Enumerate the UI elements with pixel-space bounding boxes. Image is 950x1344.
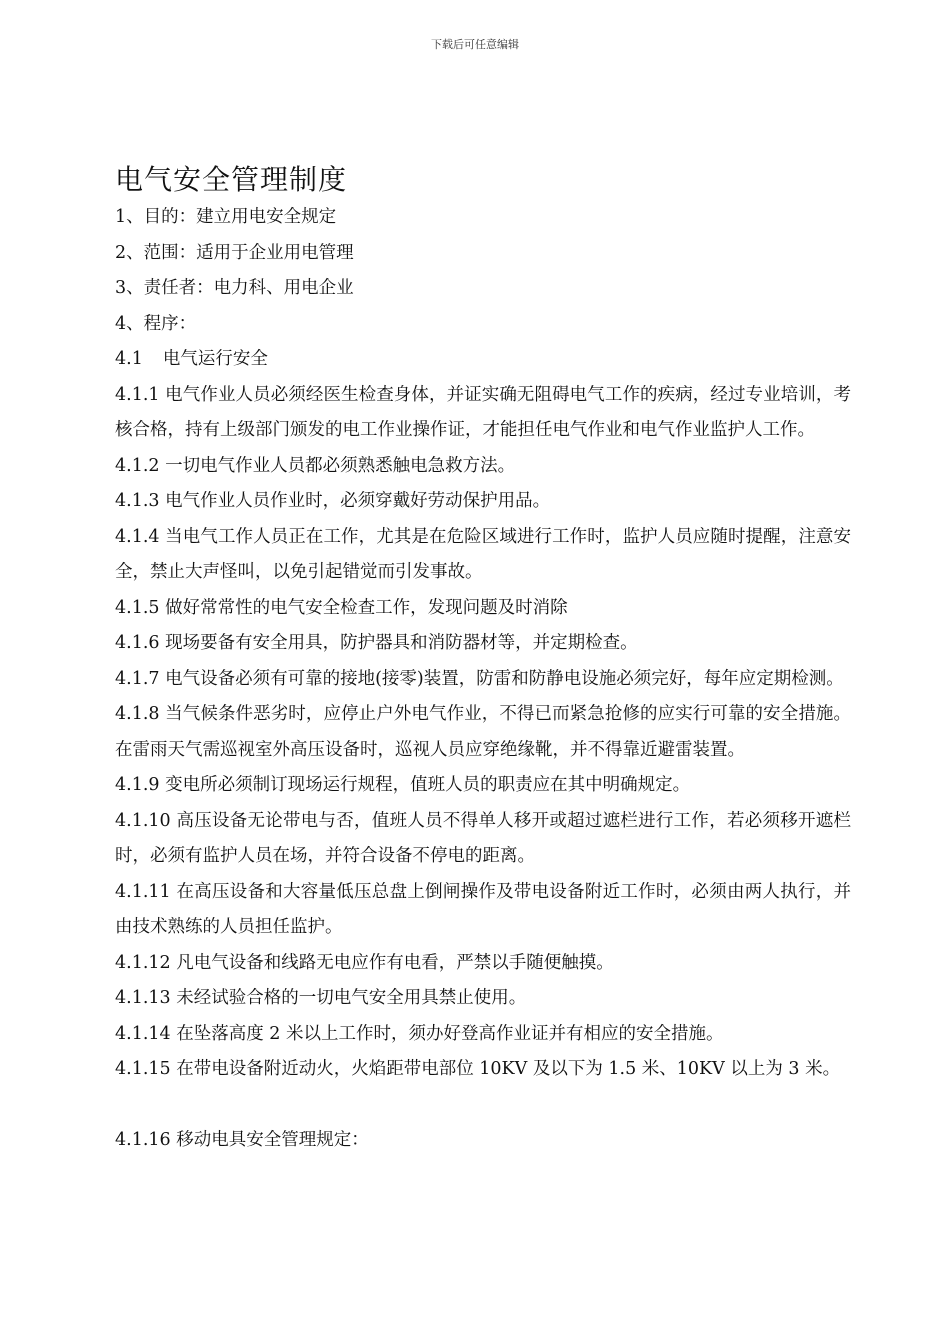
clause-4-1-8: 4.1.8 当气候条件恶劣时，应停止户外电气作业，不得已而紧急抢修的应实行可靠的安全措施。在雷雨天气需巡视室外高压设备时，巡视人员应穿绝缘靴，并不得靠近避雷装置。 — [115, 704, 851, 760]
paragraph-scope: 2、范围：适用于企业用电管理 — [115, 242, 354, 263]
paragraph-purpose: 1、目的：建立用电安全规定 — [115, 207, 337, 227]
clause-4-1-14: 4.1.14 在坠落高度 2 米以上工作时，须办好登高作业证并有相应的安全措施。 — [115, 1023, 724, 1044]
clause-4-1-7: 4.1.7 电气设备必须有可靠的接地(接零)装置，防雷和防静电设施必须完好，每年应定期检测。 — [115, 668, 844, 689]
clause-4-1-6: 4.1.6 现场要备有安全用具，防护器具和消防器材等，并定期检查。 — [115, 633, 638, 653]
document-body — [115, 200, 851, 1158]
clause-4-1-12: 4.1.12 凡电气设备和线路无电应作有电看，严禁以手随便触摸。 — [115, 952, 614, 973]
section-number: 4.1 — [115, 349, 143, 369]
section-heading-4-1 — [115, 342, 851, 378]
clause-4-1-11: 4.1.11 在高压设备和大容量低压总盘上倒闸操作及带电设备附近工作时，必须由两人执行，并由技术熟练的人员担任监护。 — [115, 881, 851, 937]
paragraph-procedure: 4、程序： — [115, 313, 197, 334]
paragraph-spacer — [115, 1088, 851, 1123]
clause-4-1-5: 4.1.5 做好常常性的电气安全检查工作，发现问题及时消除 — [115, 597, 568, 618]
section-heading-text: 电气运行安全 — [162, 349, 268, 369]
clause-4-1-13: 4.1.13 未经试验合格的一切电气安全用具禁止使用。 — [115, 988, 527, 1008]
document-title: 电气安全管理制度 — [115, 163, 348, 196]
clause-4-1-16: 4.1.16 移动电具安全管理规定： — [115, 1129, 369, 1150]
clause-4-1-2: 4.1.2 一切电气作业人员都必须熟悉触电急救方法。 — [115, 455, 516, 476]
header-note: 下载后可任意编辑 — [431, 38, 519, 51]
clause-4-1-1: 4.1.1 电气作业人员必须经医生检查身体，并证实确无阻碍电气工作的疾病，经过专业培训，考核合格，持有上级部门颁发的电工作业操作证，才能担任电气作业和电气作业监护人工作。 — [115, 384, 851, 440]
paragraph-responsible: 3、责任者：电力科、用电企业 — [115, 278, 354, 298]
clause-4-1-3: 4.1.3 电气作业人员作业时，必须穿戴好劳动保护用品。 — [115, 491, 551, 511]
clause-4-1-10: 4.1.10 高压设备无论带电与否，值班人员不得单人移开或超过遮栏进行工作，若必须移开遮栏时，必须有监护人员在场，并符合设备不停电的距离。 — [115, 810, 851, 866]
clause-4-1-4: 4.1.4 当电气工作人员正在工作，尤其是在危险区域进行工作时，监护人员应随时提醒，注意安全，禁止大声怪叫，以免引起错觉而引发事故。 — [115, 526, 851, 582]
clause-4-1-15: 4.1.15 在带电设备附近动火，火焰距带电部位 10KV 及以下为 1.5 米、10KV 以上为 3 米。 — [115, 1059, 841, 1079]
clause-4-1-9: 4.1.9 变电所必须制订现场运行规程，值班人员的职责应在其中明确规定。 — [115, 775, 691, 795]
